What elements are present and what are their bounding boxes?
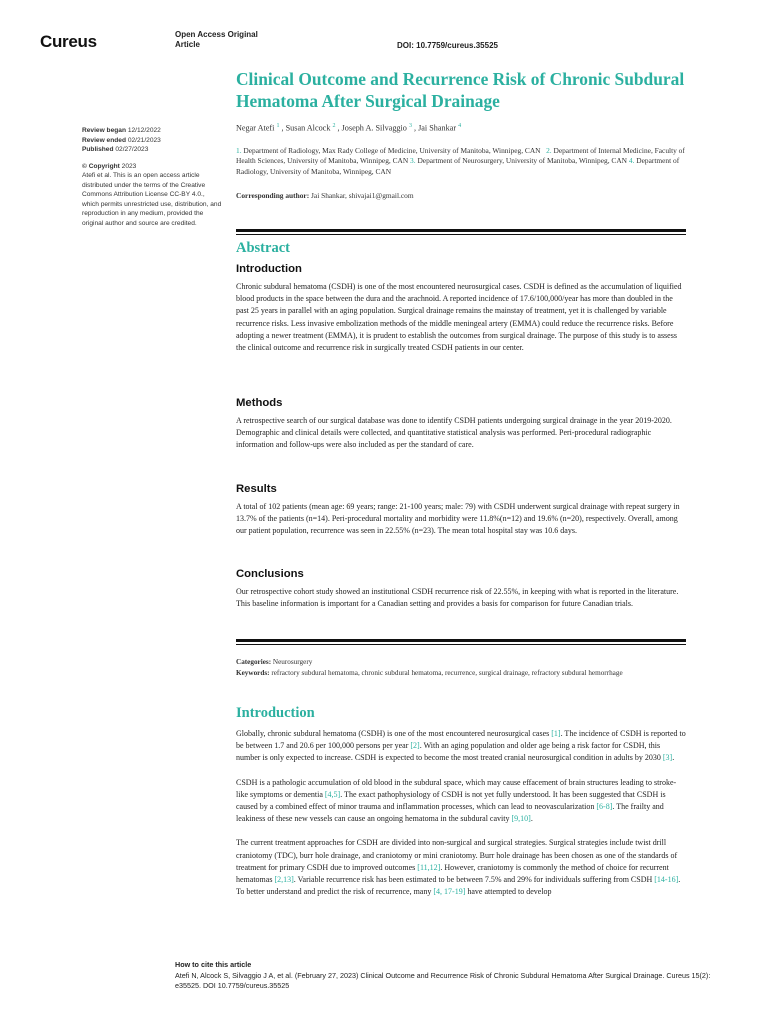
abstract-conclusions-text: Our retrospective cohort study showed an institutional CSDH recurrence risk of 22.55%, in keeping with what is reported in the literature. This baseline information is important for a Canadian setting and provides a basis for comparison for future Canadian trials. <box>236 587 679 609</box>
keywords: Keywords: refractory subdural hematoma, chronic subdural hematoma, recurrence, surgical drainage, refractory subdural hemorrhage <box>236 668 623 677</box>
paragraph-text: . With an aging population and older age being a risk factor for CSDH, this number is only expected to increase. CSDH is expected to become the most treated cranial neurosurgical condition in adults by 2030 <box>236 741 663 763</box>
paragraph-text: . However, craniotomy is commonly the method of choice for recurrent hematomas <box>236 862 669 885</box>
article-type-line2: Article <box>175 40 200 49</box>
cite-heading: How to cite this article <box>175 960 252 969</box>
doi-label: DOI: <box>397 41 414 50</box>
paragraph-text: . Variable recurrence risk has been estimated to be between 7.5% and 29% for individuals suffering from CSDH <box>293 875 655 885</box>
abstract-intro-text: Chronic subdural hematoma (CSDH) is one of the most encountered neurosurgical cases. CSDH is defined as the accumulation of liquified blood products in the space between the dura and the arachnoid. A reported incidence of 17.6/100,000/year has more than doubled in the past 25 years in parallel with an aging population. Surgical drainage remains the mainstay of treatment, yet it is challenged by variable recurrence risks. Less invasive embolization methods of the middle meningeal artery (EMMA) could reduce the recurrence risks. Before adopting a newer treatment (EMMA), it is prudent to establish the outcomes from surgical drainage. The purpose of this study is to assess the clinical outcome and recurrence risk in surgically treated CSDH patients in our center. <box>236 282 682 353</box>
author[interactable]: Susan Alcock <box>285 123 331 133</box>
article-title: Clinical Outcome and Recurrence Risk of Chronic Subdural Hematoma After Surgical Drainage <box>236 69 685 111</box>
doi <box>397 41 498 50</box>
paragraph-text: . <box>530 814 533 824</box>
paragraph-text: . The incidence of CSDH is reported to be between 1.7 and 20.6 per 100,000 persons per year <box>236 729 686 751</box>
author-list: Negar Atefi $^1$ , Susan Alcock $^2$ , Joseph A. Silvaggio $^3$ , Jai Shankar $^4$ <box>236 123 462 133</box>
sidebar-info <box>82 126 222 228</box>
article-type-line1: Open Access Original <box>175 30 258 39</box>
corresponding-author: Corresponding author: Jai Shankar, shivajai1@gmail.com <box>236 191 414 201</box>
categories: Categories: Neurosurgery <box>236 658 313 666</box>
citation-link[interactable]: [11,12] <box>417 862 441 872</box>
affiliations: 1. Department of Radiology, Max Rady College of Medicine, University of Manitoba, Winnipeg, CAN 2. Department of Internal Medicine, Faculty of Health Sciences, University of Manitoba, Winnipeg, CAN 3. Department of Neurosurgery, University of Manitoba, Winnipeg, CAN 4. Department of Radiology, University of Manitoba, Winnipeg, CAN <box>236 145 685 176</box>
abstract-results <box>236 483 686 538</box>
author[interactable]: Jai Shankar <box>418 123 457 133</box>
paragraph-text: The current treatment approaches for CSDH are divided into non-surgical and surgical strategies. Surgical strategies include twist drill craniotomy (TDC), burr hole drainage, and craniotomy or mini craniotomy. Burr hole drainage has been chosen as one of the standards of treatment for primary CSDH due to improved outcomes <box>236 838 678 872</box>
introduction <box>236 705 686 898</box>
abstract-methods <box>236 397 686 452</box>
doi-value[interactable]: 10.7759/cureus.35525 <box>416 41 498 50</box>
abstract-results-heading: Results <box>236 483 277 495</box>
abstract-conclusions <box>236 568 686 610</box>
published-date: Published 02/27/2023 <box>82 146 149 153</box>
intro-paragraph-1 <box>236 728 686 765</box>
citation-footer <box>175 960 735 992</box>
intro-paragraph-3 <box>236 837 686 898</box>
paragraph-text: CSDH is a pathologic accumulation of old blood in the subdural space, which may cause effacement of brain structures leading to stroke-like symptoms or dementia <box>236 777 677 799</box>
citation-link[interactable]: [3] <box>662 753 673 763</box>
paragraph-text: . <box>672 753 675 763</box>
copyright: © Copyright 2023 <box>82 162 137 170</box>
abstract-conclusions-heading: Conclusions <box>236 568 304 580</box>
review-began: Review began 12/12/2022 <box>82 127 161 134</box>
intro-paragraph-2 <box>236 777 686 826</box>
citation-link[interactable]: [4, 17-19] <box>433 887 466 897</box>
paragraph-text: Globally, chronic subdural hematoma (CSDH) is one of the most encountered neurosurgical cases <box>236 729 552 738</box>
license-text: Atefi et al. This is an open access article distributed under the terms of the Creative Commons Attribution License CC-BY 4.0., which permits unrestricted use, distribution, and reproduction in any medium, provided the original author and source are credited. <box>82 172 222 227</box>
author[interactable]: Joseph A. Silvaggio <box>341 123 407 133</box>
article-meta <box>236 657 686 678</box>
abstract-results-text: A total of 102 patients (mean age: 69 years; range: 21-100 years; male: 79) with CSDH underwent surgical drainage with repeat surgery in 13.7% of the patients (n=14). Peri-procedural mortality and morbidity were 11.8%(n=12) and 19.6% (n=20), respectively. Overall, among our patient population, recurrence was seen in 22.55% (n=23). The mean total hospital stay was 10.6 days. <box>236 502 680 536</box>
citation-link[interactable]: [1] <box>551 729 561 738</box>
citation-link[interactable]: [6-8] <box>596 802 613 812</box>
paragraph-text: . The exact pathophysiology of CSDH is not yet fully understood. It has been suggested that CSDH is caused by a combined effect of minor trauma and inflammation processes, which can lead to neovascularization <box>236 789 666 812</box>
citation-link[interactable]: [4,5] <box>324 789 341 799</box>
cureus-logo[interactable]: Cureus <box>40 32 97 51</box>
cite-text: Atefi N, Alcock S, Silvaggio J A, et al. (February 27, 2023) Clinical Outcome and Recurrence Risk of Chronic Subdural Hematoma After Surgical Drainage. Cureus 15(2): e35525. DOI 10.7759/cureus.35525 <box>175 970 711 990</box>
review-ended: Review ended 02/21/2023 <box>82 136 161 144</box>
section-divider <box>236 639 686 642</box>
author[interactable]: Negar Atefi <box>236 123 275 133</box>
citation-link[interactable]: [2,13] <box>274 875 294 885</box>
article-type <box>175 30 258 50</box>
abstract-intro <box>236 263 686 354</box>
section-divider <box>236 229 686 232</box>
article-header <box>236 68 686 200</box>
abstract-methods-text: A retrospective search of our surgical database was done to identify CSDH patients undergoing surgical drainage in the year 2019-2020. Demographic and clinical details were collected, and quantitative statistical analysis was performed. Peri-procedural radiographic information and follow-ups were also included as per the standard of care. <box>236 416 672 450</box>
paragraph-text: . To better understand and predict the risk of recurrence, many <box>236 875 681 897</box>
abstract <box>236 240 686 257</box>
citation-link[interactable]: [9,10] <box>511 814 531 824</box>
paragraph-text: . The frailty and leakiness of these new vessels can cause an ongoing hematoma in the subdural cavity <box>236 802 664 824</box>
paragraph-text: have attempted to develop <box>465 887 552 897</box>
abstract-intro-heading: Introduction <box>236 263 302 275</box>
citation-link[interactable]: [2] <box>410 741 420 751</box>
abstract-heading: Abstract <box>236 240 290 256</box>
introduction-heading: Introduction <box>236 705 315 721</box>
abstract-methods-heading: Methods <box>236 397 283 409</box>
citation-link[interactable]: [14-16] <box>654 875 679 885</box>
